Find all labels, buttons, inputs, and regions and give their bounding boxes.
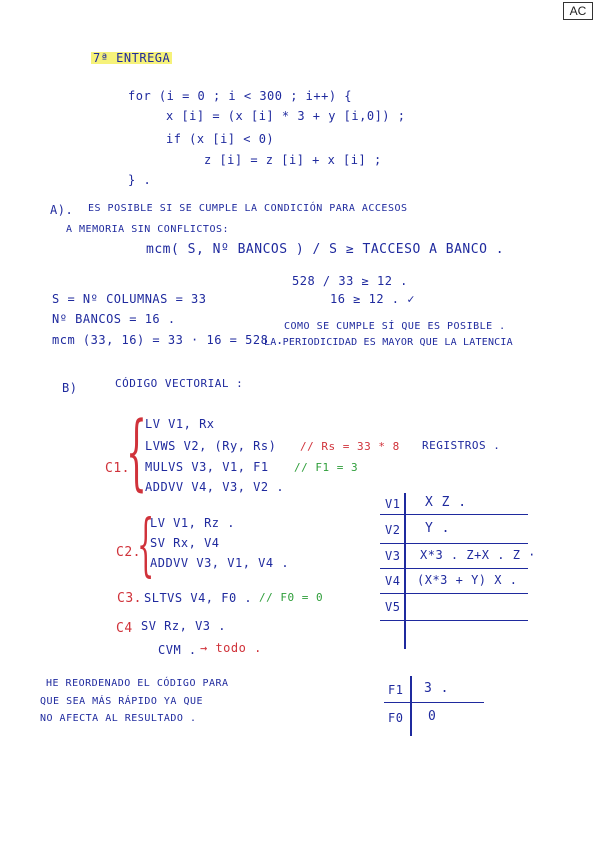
c1-note-rs: // Rs = 33 * 8 xyxy=(300,440,400,453)
c1-note-f1: // F1 = 3 xyxy=(294,461,359,474)
chain-c2-brace: { xyxy=(137,506,155,585)
c2-instr-1: LV V1, Rz . xyxy=(150,516,235,530)
chain-c4-label: C4 xyxy=(116,621,133,636)
scalar-value-f1: 3 . xyxy=(424,681,449,696)
scalar-name-f1: F1 xyxy=(388,683,404,697)
calc-line-1: 528 / 33 ≥ 12 . xyxy=(292,274,408,288)
reg-value-v4: (X*3 + Y) X . xyxy=(417,573,518,587)
c1-instr-1: LV V1, Rx xyxy=(145,417,215,431)
c2-instr-3: ADDVV V3, V1, V4 . xyxy=(150,556,290,570)
scalar-table-divider xyxy=(410,676,412,736)
part-b-heading: CÓDIGO VECTORIAL : xyxy=(115,377,244,390)
reg-value-v1: X Z . xyxy=(425,495,467,510)
reg-name-v4: V4 xyxy=(385,574,401,588)
footer-line-2: QUE SEA MÁS RÁPIDO YA QUE xyxy=(40,696,204,707)
chain-c1-label: C1. xyxy=(105,461,130,476)
conclusion-line-2: LA PERIODICIDAD ES MAYOR QUE LA LATENCIA xyxy=(264,337,513,348)
scalar-name-f0: F0 xyxy=(388,711,404,725)
scalar-value-f0: 0 xyxy=(428,709,437,724)
chain-c3-label: C3. xyxy=(117,591,142,606)
c3-note-f0: // F0 = 0 xyxy=(259,591,324,604)
conclusion-line-1: COMO SE CUMPLE SÍ QUE ES POSIBLE . xyxy=(284,321,506,332)
scalar-table-rule xyxy=(384,702,484,703)
reg-table-rule-4 xyxy=(380,593,528,594)
reg-name-v5: V5 xyxy=(385,600,401,614)
registros-label: REGISTROS . xyxy=(422,439,501,452)
page-title: 7ª ENTREGA xyxy=(93,51,171,65)
part-b-label: B) xyxy=(62,381,78,395)
code-line-5: } . xyxy=(128,173,152,187)
c2-instr-2: SV Rx, V4 xyxy=(150,536,220,550)
part-a-line-1: ES POSIBLE SI SE CUMPLE LA CONDICIÓN PARA ACCESOS xyxy=(88,203,408,214)
code-line-1: for (i = 0 ; i < 300 ; i++) { xyxy=(128,89,353,103)
reg-name-v1: V1 xyxy=(385,497,401,511)
c4-instr: SV Rz, V3 . xyxy=(141,619,226,633)
c1-instr-3: MULVS V3, V1, F1 xyxy=(145,460,269,474)
mcm-calculation: mcm (33, 16) = 33 · 16 = 528 . xyxy=(52,333,284,347)
reg-value-v2: Y . xyxy=(425,521,450,536)
reg-name-v3: V3 xyxy=(385,549,401,563)
code-line-3: if (x [i] < 0) xyxy=(166,132,275,146)
c3-instr: SLTVS V4, F0 . xyxy=(144,591,253,605)
cvm-instr: CVM . xyxy=(158,643,197,657)
cvm-note: → todo . xyxy=(200,641,262,655)
footer-line-3: NO AFECTA AL RESULTADO . xyxy=(40,713,197,724)
part-a-line-2: A MEMORIA SIN CONFLICTOS: xyxy=(66,224,230,235)
reg-table-rule-2 xyxy=(380,543,528,544)
chain-c1-brace: { xyxy=(126,405,147,500)
code-line-2: x [i] = (x [i] * 3 + y [i,0]) ; xyxy=(166,109,406,123)
code-line-4: z [i] = z [i] + x [i] ; xyxy=(204,153,382,167)
initials-box: AC xyxy=(563,2,593,20)
c1-instr-4: ADDVV V4, V3, V2 . xyxy=(145,480,285,494)
reg-table-rule-1 xyxy=(380,514,528,515)
part-a-formula: mcm( S, Nº BANCOS ) / S ≥ TACCESO A BANCO . xyxy=(146,242,505,257)
banks-definition: Nº BANCOS = 16 . xyxy=(52,312,176,326)
reg-value-v3: X*3 . Z+X . Z · xyxy=(420,548,536,562)
reg-name-v2: V2 xyxy=(385,523,401,537)
part-a-label: A). xyxy=(50,203,74,217)
chain-c2-label: C2. xyxy=(116,545,141,560)
reg-table-rule-3 xyxy=(380,568,528,569)
calc-line-2: 16 ≥ 12 . ✓ xyxy=(330,292,415,306)
reg-table-divider xyxy=(404,493,406,649)
s-definition: S = Nº COLUMNAS = 33 xyxy=(52,292,207,306)
reg-table-rule-5 xyxy=(380,620,528,621)
c1-instr-2: LVWS V2, (Ry, Rs) xyxy=(145,439,277,453)
footer-line-1: HE REORDENADO EL CÓDIGO PARA xyxy=(46,678,229,689)
